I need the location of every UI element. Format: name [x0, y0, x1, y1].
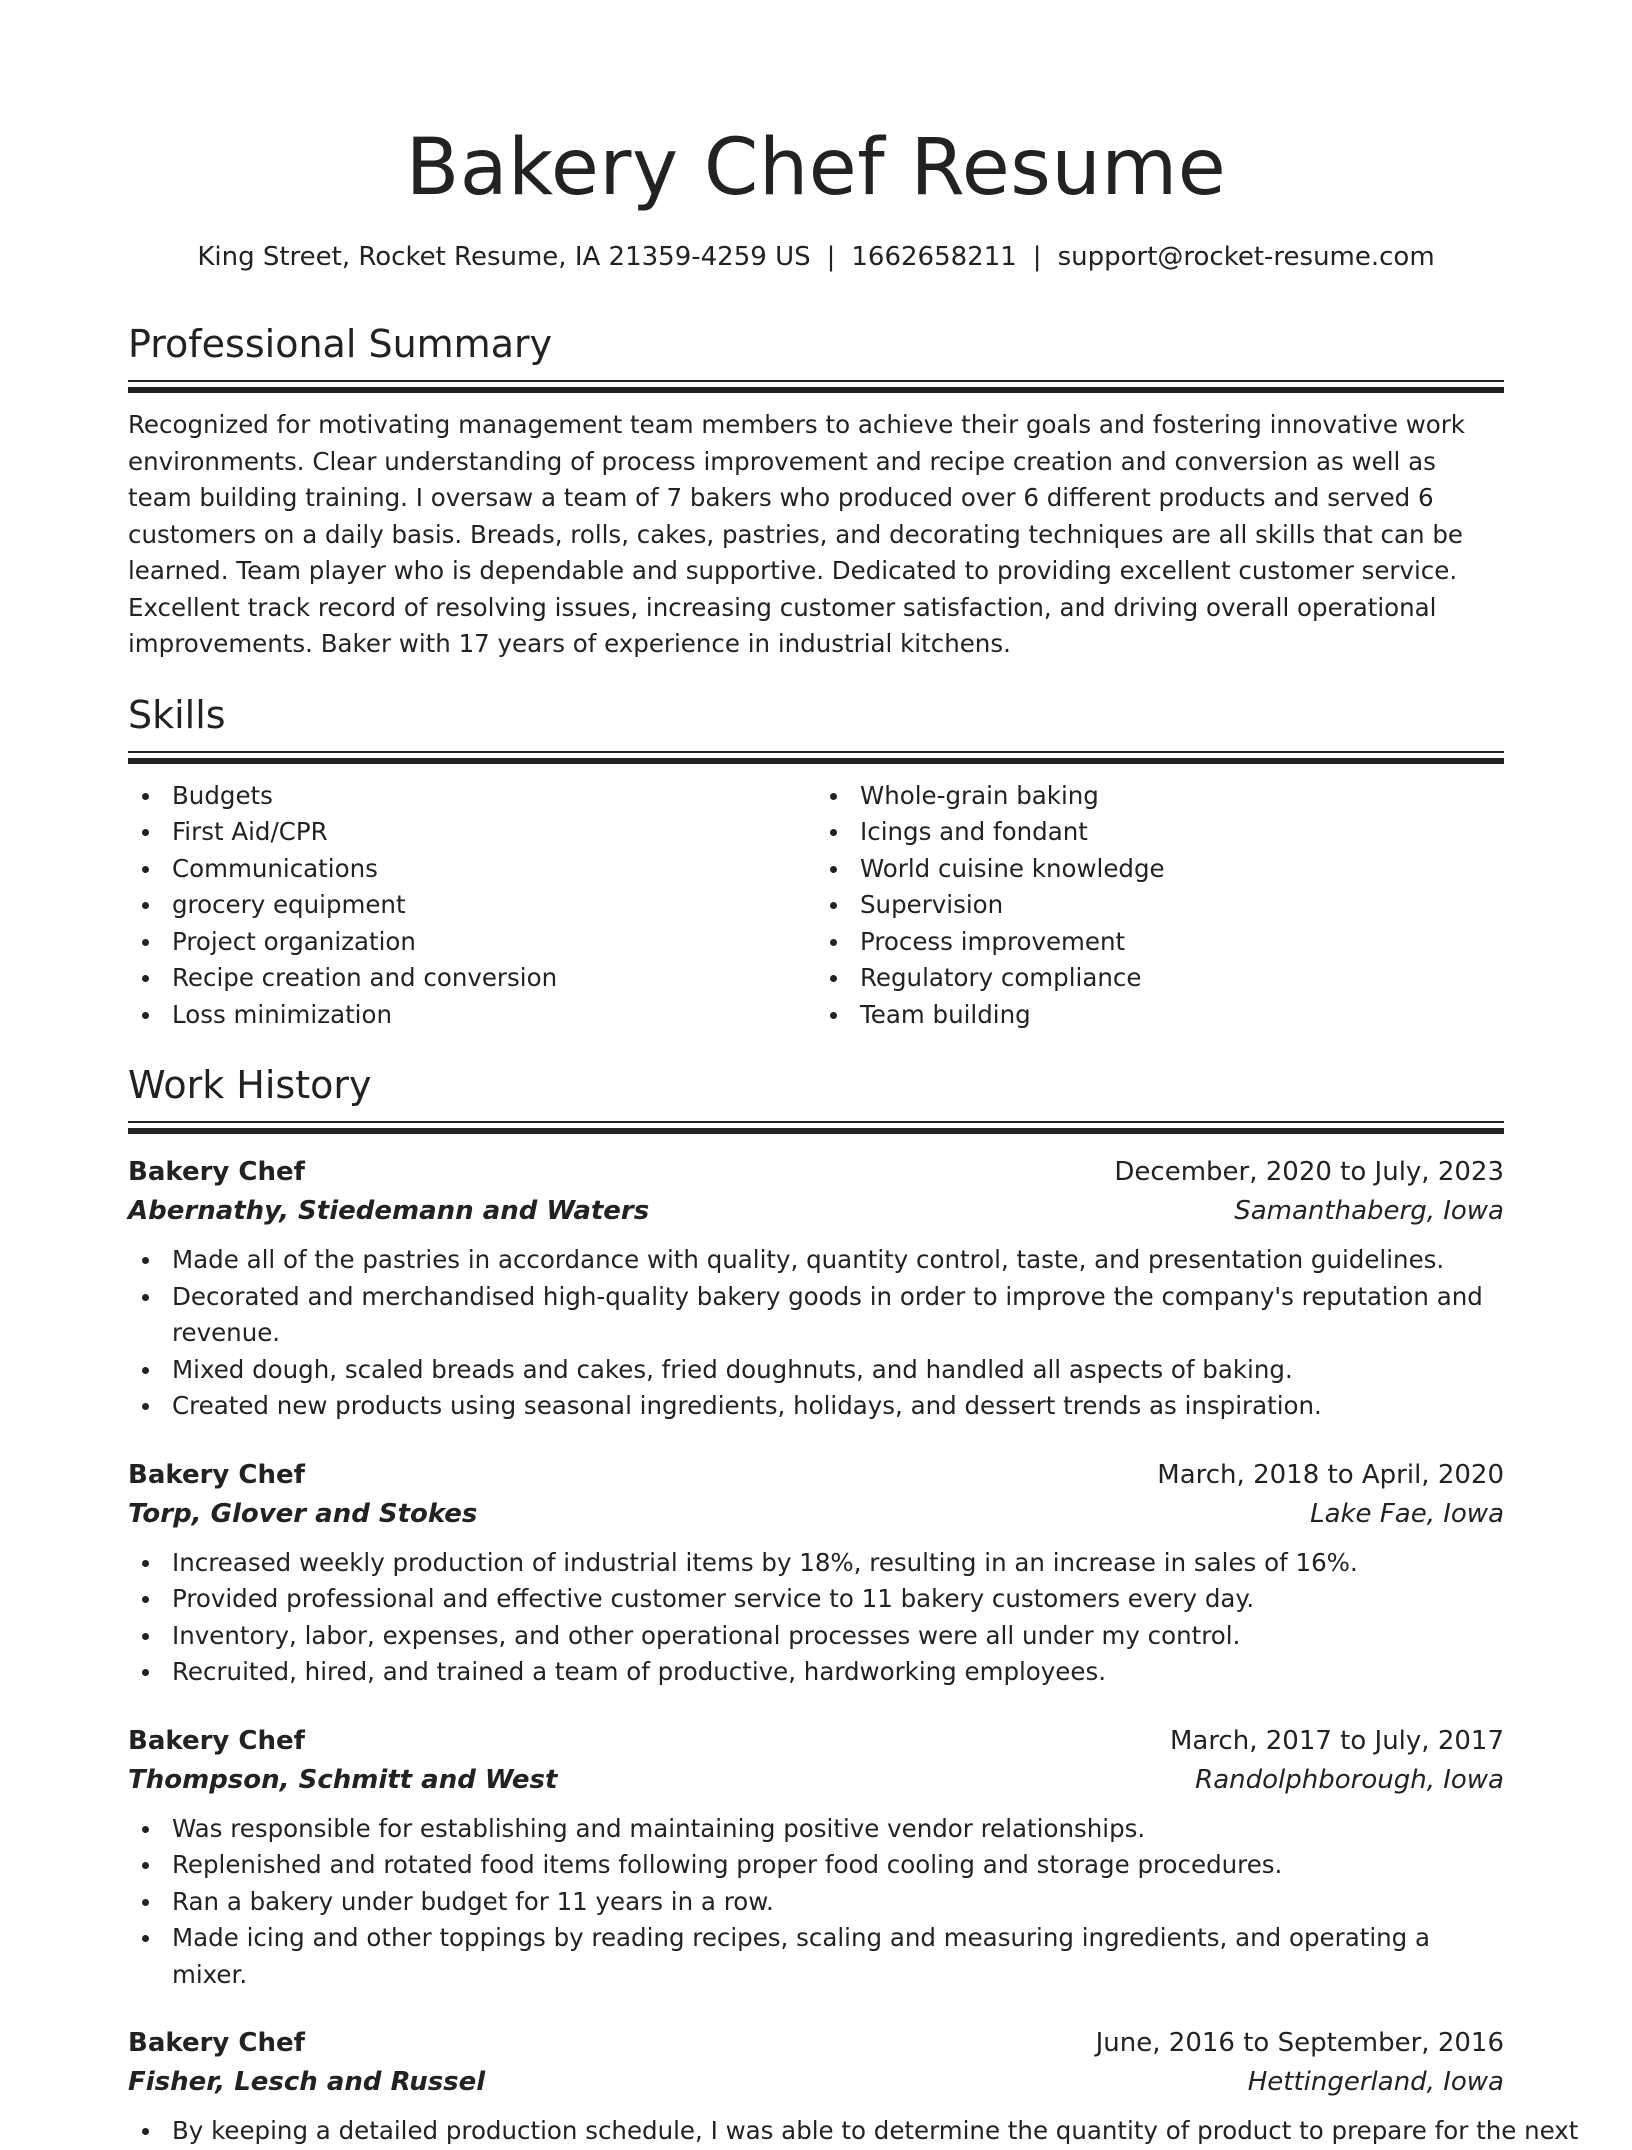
skill-item: Regulatory compliance [816, 960, 1504, 997]
job-company: Fisher, Lesch and Russel [128, 2067, 486, 2097]
job-entry [128, 1721, 1504, 1994]
section-divider [128, 380, 1504, 393]
summary-section [128, 320, 1504, 663]
job-company: Torp, Glover and Stokes [128, 1498, 478, 1529]
job-location: Randolphborough, Iowa [1195, 1764, 1504, 1795]
resume-title: Bakery Chef Resume [405, 123, 1227, 213]
skill-item: World cuisine knowledge [816, 851, 1504, 888]
skill-item: Icings and fondant [816, 814, 1504, 851]
work-history-section [128, 1061, 1579, 2150]
skill-item: Supervision [816, 887, 1504, 924]
job-company-row [128, 1495, 1504, 1533]
section-divider [128, 751, 1504, 764]
job-title: Bakery Chef [128, 1459, 305, 1490]
contact-address: King Street, Rocket Resume, IA 21359-4259 US [197, 242, 811, 272]
job-bullets [128, 1242, 1504, 1425]
contact-separator: | [826, 242, 836, 272]
job-bullet: Decorated and merchandised high-quality bakery goods in order to improve the company's reputation and revenue. [128, 1279, 1504, 1352]
job-bullets [128, 1811, 1504, 1994]
job-header-row [128, 1721, 1504, 1761]
skill-item: Project organization [128, 924, 816, 961]
skill-item: Process improvement [816, 924, 1504, 961]
contact-line [128, 240, 1504, 274]
job-bullet: Inventory, labor, expenses, and other operational processes were all under my control. [128, 1618, 1504, 1655]
skills-section [128, 691, 1504, 1034]
skill-item: Communications [128, 851, 816, 888]
job-title: Bakery Chef [128, 1725, 305, 1756]
job-entry [128, 1152, 1504, 1425]
job-company: Thompson, Schmitt and West [128, 1764, 558, 1795]
work-history-heading: Work History [128, 1063, 372, 1107]
job-dates: March, 2017 to July, 2017 [1169, 1725, 1504, 1756]
job-company-row [128, 2063, 1504, 2101]
summary-heading: Professional Summary [128, 322, 553, 366]
job-bullet: Provided professional and effective customer service to 11 bakery customers every day. [128, 1581, 1504, 1618]
contact-separator: | [1032, 242, 1042, 272]
skills-grid [128, 778, 1504, 1034]
job-dates: June, 2016 to September, 2016 [1095, 2028, 1504, 2058]
job-bullet: Replenished and rotated food items following proper food cooling and storage procedures. [128, 1847, 1504, 1884]
skill-item: Whole-grain baking [816, 778, 1504, 815]
job-bullets [128, 2113, 1579, 2150]
job-bullet: By keeping a detailed production schedule, I was able to determine the quantity of product to prepare for the next [128, 2113, 1504, 2150]
job-company: Abernathy, Stiedemann and Waters [128, 1196, 650, 1226]
job-location: Lake Fae, Iowa [1310, 1498, 1504, 1529]
job-header-row [128, 2023, 1504, 2063]
skill-item: Loss minimization [128, 997, 816, 1034]
job-location: Hettingerland, Iowa [1247, 2067, 1504, 2097]
job-dates: December, 2020 to July, 2023 [1114, 1157, 1504, 1187]
job-bullet: Created new products using seasonal ingredients, holidays, and dessert trends as inspiration. [128, 1388, 1504, 1425]
skill-item: First Aid/CPR [128, 814, 816, 851]
skill-item: Recipe creation and conversion [128, 960, 816, 997]
skills-heading: Skills [128, 692, 226, 737]
job-bullet: Mixed dough, scaled breads and cakes, fried doughnuts, and handled all aspects of baking. [128, 1352, 1504, 1389]
job-bullet: Ran a bakery under budget for 11 years in a row. [128, 1884, 1504, 1921]
job-bullet: Recruited, hired, and trained a team of productive, hardworking employees. [128, 1654, 1504, 1691]
skill-item: Team building [816, 997, 1504, 1034]
contact-phone: 1662658211 [851, 242, 1017, 272]
job-bullets [128, 1545, 1504, 1691]
job-dates: March, 2018 to April, 2020 [1157, 1459, 1504, 1490]
summary-text: Recognized for motivating management team members to achieve their goals and fostering innovative work environments. Clear understanding of process improvement and recipe creation and conversion as well as team building training. I oversaw a team of 7 bakers who produced over 6 different products and served 6 customers on a daily basis. Breads, rolls, cakes, pastries, and decorating techniques are all skills that can be learned. Team player who is dependable and supportive. Dedicated to providing excellent customer service. Excellent track record of resolving issues, increasing customer satisfaction, and driving overall operational improvements. Baker with 17 years of experience in industrial kitchens. [128, 410, 1465, 658]
skill-item: grocery equipment [128, 887, 816, 924]
skills-column-left [128, 778, 816, 1034]
job-bullet: Made all of the pastries in accordance with quality, quantity control, taste, and presentation guidelines. [128, 1242, 1504, 1279]
job-header-row [128, 1152, 1504, 1192]
job-title: Bakery Chef [128, 2028, 305, 2058]
job-entry [128, 2023, 1579, 2150]
contact-email: support@rocket-resume.com [1057, 242, 1435, 272]
job-header-row [128, 1455, 1504, 1495]
job-company-row [128, 1761, 1504, 1799]
skill-item: Budgets [128, 778, 816, 815]
job-location: Samanthaberg, Iowa [1234, 1196, 1504, 1226]
job-bullet: Was responsible for establishing and maintaining positive vendor relationships. [128, 1811, 1504, 1848]
section-divider [128, 1121, 1504, 1134]
job-bullet: Made icing and other toppings by reading recipes, scaling and measuring ingredients, and operating a mixer. [128, 1920, 1504, 1993]
job-title: Bakery Chef [128, 1157, 305, 1187]
job-entry [128, 1455, 1504, 1691]
job-bullet: Increased weekly production of industrial items by 18%, resulting in an increase in sales of 16%. [128, 1545, 1504, 1582]
skills-column-right [816, 778, 1504, 1034]
job-company-row [128, 1192, 1504, 1230]
